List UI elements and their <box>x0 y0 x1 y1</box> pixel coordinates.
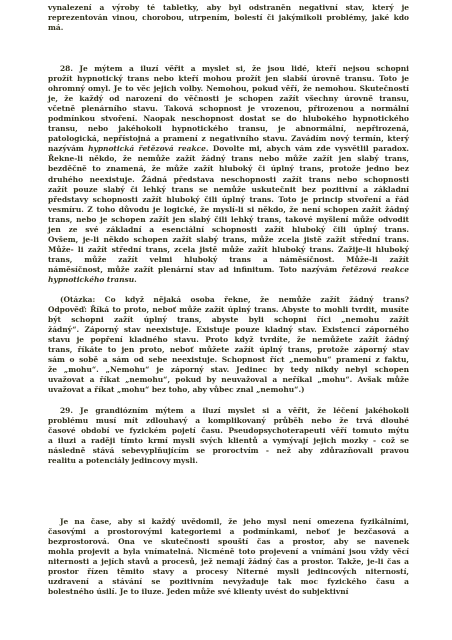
text-segment: druhého neexistuje. Žádná představa neschopnosti zažít trans nebo schopnosti <box>48 174 409 184</box>
text-segment: žádný“. Záporný stav neexistuje. Existuje pouze kladný stav. Existencí záporného <box>48 325 409 335</box>
text-line <box>48 195 409 205</box>
text-line <box>48 275 409 285</box>
text-segment: mohla projevit a byla vnímatelná. Nicméně toto projevení a vnímání jsou vždy věcí <box>48 547 409 557</box>
text-segment: trans, říkáte to jen proto, neboť můžete zažít úplný trans, protože záporný stav <box>48 345 409 355</box>
text-segment: uvažovat a říkat „nemohu“, pokud by neuvažoval a neříkal „mohu“. Avšak může <box>48 375 409 385</box>
text-line <box>48 547 409 557</box>
text-segment: trans, může zažít velmi hluboký trans a náměsíčnost. Může-li zažít <box>48 254 409 264</box>
text-line <box>48 225 409 235</box>
text-segment: vynalezení a výroby té tabletky, aby byl odstraněn negativní stav, který je <box>48 3 409 12</box>
text-line <box>48 577 409 587</box>
text-line <box>48 175 409 185</box>
text-segment: řetězová reakce <box>341 264 409 274</box>
paragraph-tablet-continuation <box>48 3 409 33</box>
text-segment: prostor řízen těmito stavy a procesy Niterné mysli jedincových niterností, <box>48 567 409 577</box>
text-segment: realitu a potenciály jedincovy mysli. <box>48 456 198 466</box>
text-line <box>48 345 409 355</box>
text-line <box>48 144 409 154</box>
text-segment: hypnotického transu <box>48 274 135 284</box>
text-segment: má. <box>48 23 64 33</box>
text-segment: zažít pouze slabý či lehký trans se nemůže uskutečnit bez pozitivní a základní <box>48 184 409 194</box>
text-line <box>48 124 409 134</box>
text-line <box>48 446 409 456</box>
text-segment: niternosti a jejích stavů a procesů, jež nemají žádný čas a prostor. Takže, je-li čas a <box>48 557 409 567</box>
text-line <box>48 235 409 245</box>
text-segment: Je na čase, aby si každý uvědomil, že jeho mysl není omezena fyzikálními, <box>60 517 409 526</box>
text-line <box>48 154 409 164</box>
text-segment: trans, nebo je schopen zažít jen slabý čili lehký trans, takové myšlení může odvodit <box>48 214 409 224</box>
text-segment: je, že každý od narození do věčnosti je schopen zažít všechny úrovně transu, <box>48 94 409 104</box>
text-line <box>48 114 409 124</box>
text-line <box>48 557 409 567</box>
paragraph-29-healing-myth <box>48 406 409 466</box>
text-line <box>48 164 409 174</box>
text-line <box>48 3 409 13</box>
text-line <box>48 527 409 537</box>
text-segment: ohromný omyl. Je to věc jejich volby. Nemohou, pokud věří, že nemohou. Skutečností <box>48 84 409 94</box>
text-segment: transu, nebo jakéhokoli hypnotického transu, je abnormální, nepřirozená, <box>48 124 409 134</box>
text-segment: patologická, nepřístojná a pramení z negativního stavu. Zavádím nový termín, který <box>48 134 409 144</box>
text-line <box>48 315 409 325</box>
text-line <box>48 426 409 436</box>
text-segment: stavu je popření kladného stavu. Proto když tvrdíte, že nemůžete zažít žádný <box>48 335 409 345</box>
text-segment: jen ze své základní a esenciální schopnosti zažít hluboký čili úplný trans. <box>48 224 409 234</box>
text-segment: (Otázka: Co když nějaká osoba řekne, že nemůže zažít žádný trans? <box>60 295 409 304</box>
text-line <box>48 185 409 195</box>
text-segment: bolestného úsilí. Je to iluze. Jeden může své klienty uvést do subjektivní <box>48 587 349 597</box>
text-segment: uzdravení a stávání se pozitivním nevyžaduje tak moc fyzického času a <box>48 577 409 587</box>
text-segment: včetně plenárního stavu. Taková schopnost je vrozenou, přirozenou a normální <box>48 104 409 114</box>
text-line <box>48 456 409 466</box>
text-line <box>48 537 409 547</box>
text-line <box>48 104 409 114</box>
text-segment: Ovšem, je-li někdo schopen zažít slabý trans, může zcela jistě zažít střední trans. <box>48 234 409 244</box>
text-segment: Odpověď: Říká to proto, neboť může zažít úplný trans. Abyste to mohli tvrdit, musíte <box>48 305 409 315</box>
text-segment: Řekne-li někdo, že nemůže zažít žádný trans nebo může zažít jen slabý trans, <box>48 154 409 164</box>
text-segment: prožít hypnotický trans nebo kteří mohou prožít jen slabší úrovně transu. Toto je <box>48 74 409 84</box>
text-line <box>48 305 409 315</box>
text-line <box>48 134 409 144</box>
text-segment: podmínkou stvoření. Naopak neschopnost dostat se do hlubokého hypnotického <box>48 114 409 124</box>
text-segment: být schopni zažít úplný trans, abyste byli schopni říci „nemohu zažít <box>48 315 409 325</box>
text-segment: hypnotická řetězová reakce <box>88 144 206 154</box>
text-line <box>48 436 409 446</box>
text-segment: nazývám <box>48 144 89 154</box>
text-line <box>48 295 409 305</box>
text-line <box>48 94 409 104</box>
paragraph-question-answer <box>48 295 409 395</box>
text-line <box>48 375 409 385</box>
text-segment: . Dovolte mi, abych vám zde vysvětlil paradox. <box>205 144 409 154</box>
text-segment: časovými a prostorovými kategoriemi a podmínkami, neboť je bezčasová a <box>48 527 409 537</box>
text-line <box>48 215 409 225</box>
text-line <box>48 84 409 94</box>
text-line <box>48 416 409 426</box>
text-segment: časové období ve fyzickém pojetí času. Pseudopsychoterapeuti věří tomuto mýtu <box>48 426 409 436</box>
text-line <box>48 74 409 84</box>
text-line <box>48 23 409 33</box>
text-segment: vesmíru. Z toho důvodu je logické, že myslí-li si někdo, že není schopen zažít žádný <box>48 204 409 214</box>
text-line <box>48 13 409 23</box>
text-segment: problému musí mít zdlouhavý a komplikovaný průběh nebo že trvá dlouhé <box>48 416 409 426</box>
text-segment: náměsíčnost, může zažít plenární stav ad infinitum. Toto nazývám <box>48 264 342 274</box>
text-segment: že „mohu“. „Nemohu“ je záporný stav. Jedinec by tedy nikdy nebyl schopen <box>48 365 409 375</box>
text-line <box>48 335 409 345</box>
text-line <box>48 64 409 74</box>
text-segment: 28. Je mýtem a iluzí věřit a myslet si, že jsou lidé, kteří nejsou schopni <box>60 64 409 73</box>
text-segment: sám o sobě a sám od sebe neexistuje. Schopnost říct „nemohu“ pramení z faktu, <box>48 355 409 365</box>
text-segment: bezděčně to znamená, že může zažít hluboký či úplný trans, protože jedno bez <box>48 164 409 174</box>
text-line <box>48 567 409 577</box>
text-segment: představy schopnosti zažít hluboký čili úplný trans. Toto je princip stvoření a řád <box>48 194 409 204</box>
text-line <box>48 325 409 335</box>
text-segment: bezprostorová. Ona ve skutečnosti spouští čas a prostor, aby se navenek <box>48 537 409 547</box>
text-segment: . <box>134 274 137 284</box>
text-segment: následně stává sebevyplňujícím se proroctvím - než aby zdůrazňovali pravou <box>48 446 409 456</box>
text-line <box>48 517 409 527</box>
text-segment: reprezentován vinou, chorobou, utrpením, bolestí či jakýmikoli problémy, jaké kdo <box>48 13 409 23</box>
text-line <box>48 587 409 597</box>
text-line <box>48 355 409 365</box>
text-line <box>48 385 409 395</box>
paragraph-time-and-space <box>48 517 409 597</box>
text-segment: a iluzi a raději tímto krmí mysli svých klientů a vymývají jejich mozky - což se <box>48 436 409 446</box>
text-line <box>48 205 409 215</box>
paragraph-28-hypnotic-trance <box>48 64 409 285</box>
text-segment: uvažovat a říkat „mohu“ bez toho, aby vůbec znal „nemohu“.) <box>48 385 305 395</box>
text-line <box>48 245 409 255</box>
text-line <box>48 265 409 275</box>
text-segment: Může- li zažít střední trans, zcela jistě může zažít hluboký trans. Zažije-li hluboký <box>48 244 409 254</box>
text-line <box>48 406 409 416</box>
text-line <box>48 255 409 265</box>
text-segment: 29. Je grandiózním mýtem a iluzí myslet si a věřit, že léčení jakéhokoli <box>60 406 409 415</box>
text-line <box>48 365 409 375</box>
